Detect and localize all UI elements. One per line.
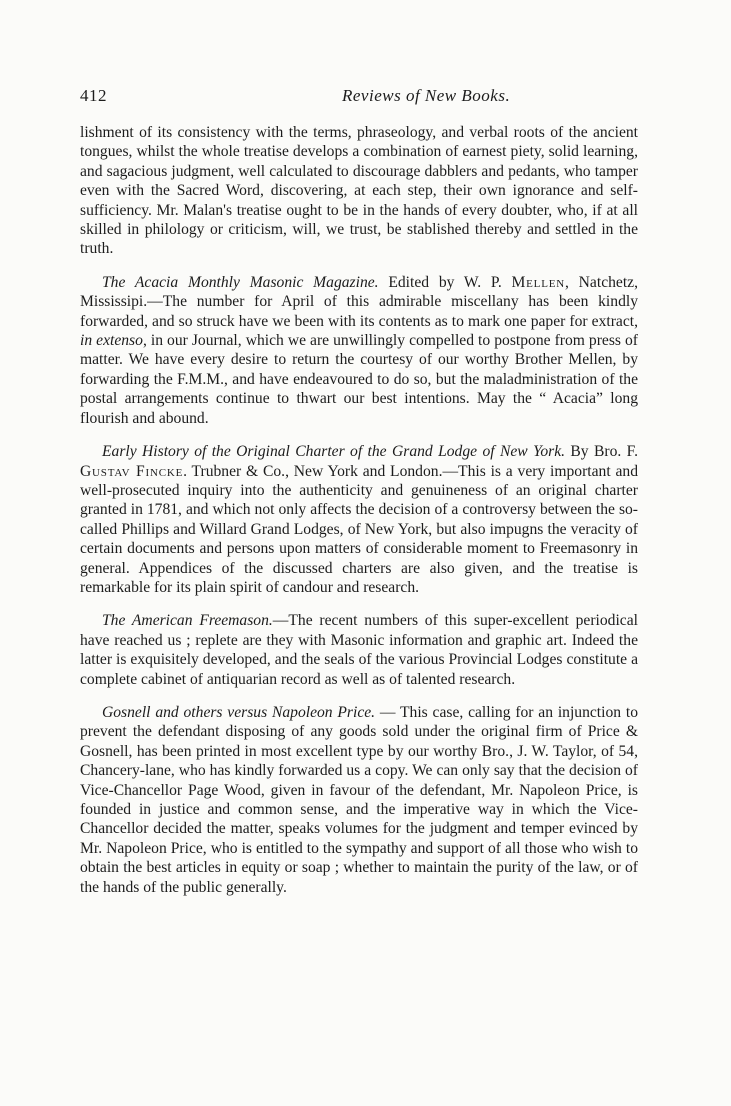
body-text bbox=[80, 123, 638, 911]
paragraph-acacia-magazine bbox=[80, 273, 638, 428]
review-title: Early History of the Original Charter of the Grand Lodge of New York. bbox=[102, 443, 566, 461]
page-header bbox=[80, 86, 640, 112]
page-number: 412 bbox=[80, 86, 107, 105]
author-name: Mellen bbox=[511, 273, 565, 291]
paragraph-american-freemason bbox=[80, 611, 638, 689]
paragraph-text: — This case, calling for an injunction to prevent the defendant disposing of any goods sold under the original firm of Price & Gosnell, has been printed in most excellent type by our worthy Bro., J. W. Taylor, of 54, Chancery-lane, who has kindly forwarded us a copy. We can only say that the decision of Vice-Chancellor Page Wood, given in favour of the defendant, Mr. Napoleon Price, is founded in justice and common sense, and the imperative way in which the Vice-Chancellor decided the matter, speaks volumes for the judgment and temper evinced by Mr. Napoleon Price, who is entitled to the sympathy and support of all those who wish to obtain the best articles in equity or soap ; whether to maintain the purity of the law, or of the hands of the public generally. bbox=[80, 703, 638, 896]
review-title: The Acacia Monthly Masonic Magazine. bbox=[102, 273, 379, 291]
review-title: Gosnell and others versus Napoleon Price. bbox=[102, 703, 376, 721]
review-title: The American Freemason. bbox=[102, 612, 273, 630]
emphasis-text: in extenso bbox=[80, 332, 143, 350]
paragraph-text: —The recent numbers of this super-excellent periodical have reached us ; replete are they with Masonic information and graphic art. Indeed the latter is exquisitely developed, and the seals of the various Provincial Lodges constitute a complete cabinet of antiquarian record as well as of talented research. bbox=[80, 612, 638, 688]
running-head: Reviews of New Books. bbox=[342, 86, 511, 105]
paragraph-tail: , in our Journal, which we are unwillingly compelled to postpone from press of matter. We have every desire to return the courtesy of our worthy Brother Mellen, by forwarding the F.M.M., and have endeavoured to do so, but the maladministration of the postal arrangements continue to thwart our best intentions. May the “ Acacia” long flourish and abound. bbox=[80, 332, 638, 427]
paragraph-malan-treatise bbox=[80, 123, 638, 259]
paragraph-grand-lodge-charter bbox=[80, 442, 638, 597]
author-name: Gustav Fincke bbox=[80, 462, 184, 480]
paragraph-text: lishment of its consistency with the terms, phraseology, and verbal roots of the ancient tongues, whilst the whole treatise develops a combination of earnest piety, solid learning, and sagacious judgment, well calculated to discourage dabblers and pedants, who tamper even with the Sacred Word, discovering, at each step, their own ignorance and self-sufficiency. Mr. Malan's treatise ought to be in the hands of every doubter, who, if at all skilled in philology or criticism, will, we trust, be stablished thereby and settled in the truth. bbox=[80, 124, 638, 258]
paragraph-text: . Trubner & Co., New York and London.—This is a very important and well-prosecuted inquiry into the authenticity and genuineness of an original charter granted in 1781, and which not only affects the decision of a controversy between the so-called Phillips and Willard Grand Lodges, of New York, but also impugns the veracity of certain documents and persons upon matters of considerable moment to Freemasonry in general. Appendices of the discussed charters are also given, and the treatise is remarkable for its plain spirit of candour and research. bbox=[80, 462, 638, 596]
paragraph-lead: Edited by W. P. bbox=[378, 273, 512, 291]
paragraph-gosnell-case bbox=[80, 703, 638, 897]
paragraph-text: , Natchetz, Mississipi.—The number for April of this admirable miscellany has been kindly forwarded, and so struck have we been with its contents as to mark one paper for extract, bbox=[80, 273, 638, 330]
paragraph-lead: By Bro. F. bbox=[565, 443, 638, 461]
